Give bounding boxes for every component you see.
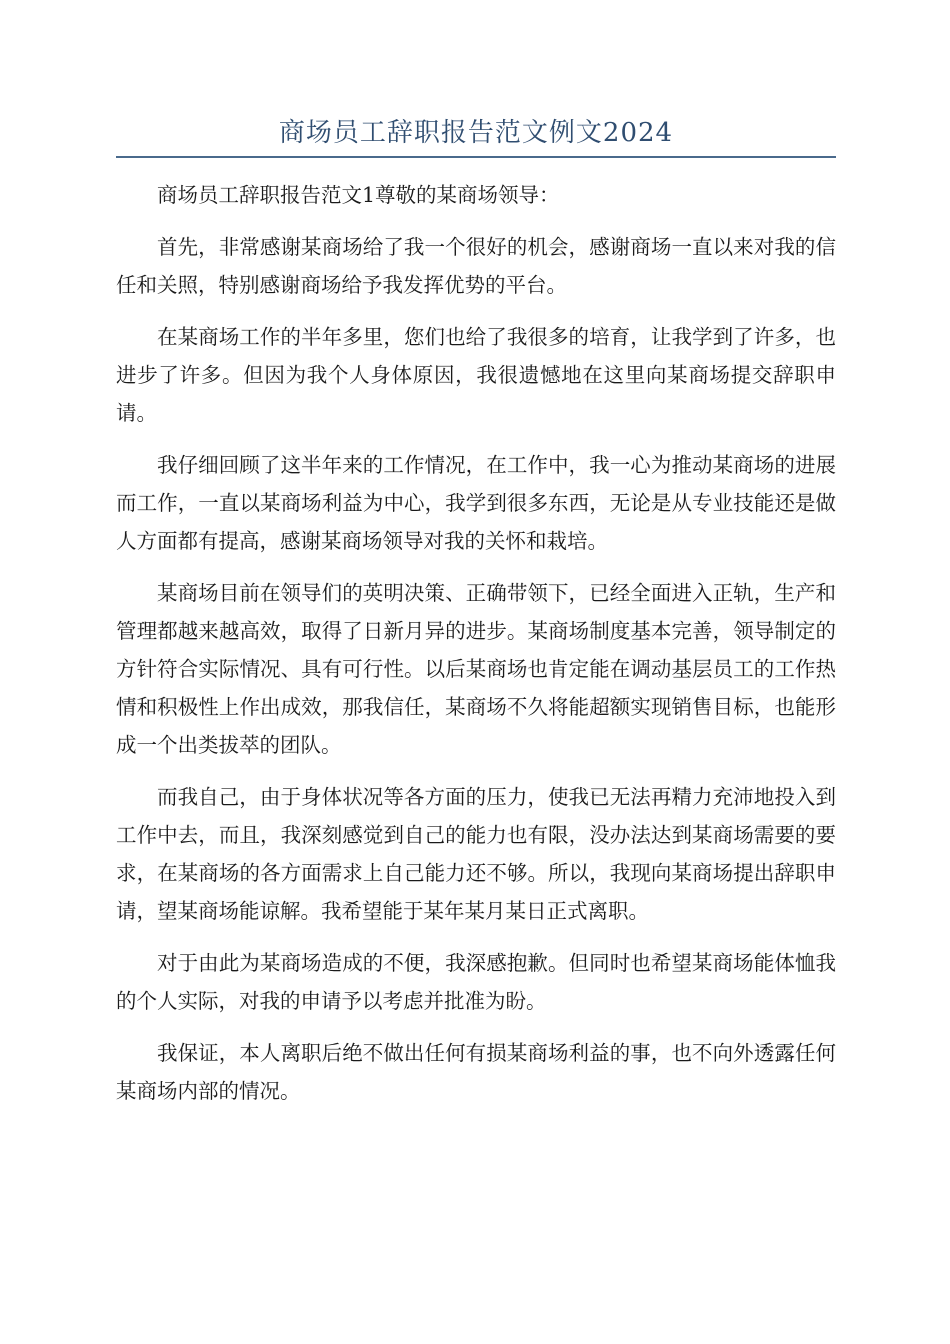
paragraph: 我仔细回顾了这半年来的工作情况，在工作中，我一心为推动某商场的进展而工作，一直以某商场利益为中心，我学到很多东西，无论是从专业技能还是做人方面都有提高，感谢某商场领导对我的关怀和栽培。: [116, 453, 836, 553]
document-body: [116, 176, 836, 1124]
paragraph: 我保证，本人离职后绝不做出任何有损某商场利益的事，也不向外透露任何某商场内部的情况。: [116, 1041, 836, 1103]
paragraph: 在某商场工作的半年多里，您们也给了我很多的培育，让我学到了许多，也进步了许多。但因为我个人身体原因，我很遗憾地在这里向某商场提交辞职申请。: [116, 325, 836, 425]
paragraph: 而我自己，由于身体状况等各方面的压力，使我已无法再精力充沛地投入到工作中去，而且，我深刻感觉到自己的能力也有限，没办法达到某商场需要的要求，在某商场的各方面需求上自己能力还不够。所以，我现向某商场提出辞职申请，望某商场能谅解。我希望能于某年某月某日正式离职。: [116, 785, 836, 923]
page-title: 商场员工辞职报告范文例文2024: [278, 118, 674, 148]
title-block: [116, 112, 836, 158]
paragraph: 某商场目前在领导们的英明决策、正确带领下，已经全面进入正轨，生产和管理都越来越高效，取得了日新月异的进步。某商场制度基本完善，领导制定的方针符合实际情况、具有可行性。以后某商场也肯定能在调动基层员工的工作热情和积极性上作出成效，那我信任，某商场不久将能超额实现销售目标，也能形成一个出类拔萃的团队。: [116, 581, 836, 757]
paragraph-salutation: 商场员工辞职报告范文1尊敬的某商场领导：: [157, 183, 560, 207]
paragraph: 首先，非常感谢某商场给了我一个很好的机会，感谢商场一直以来对我的信任和关照，特别感谢商场给予我发挥优势的平台。: [116, 235, 836, 297]
paragraph: 对于由此为某商场造成的不便，我深感抱歉。但同时也希望某商场能体恤我的个人实际，对我的申请予以考虑并批准为盼。: [116, 951, 836, 1013]
